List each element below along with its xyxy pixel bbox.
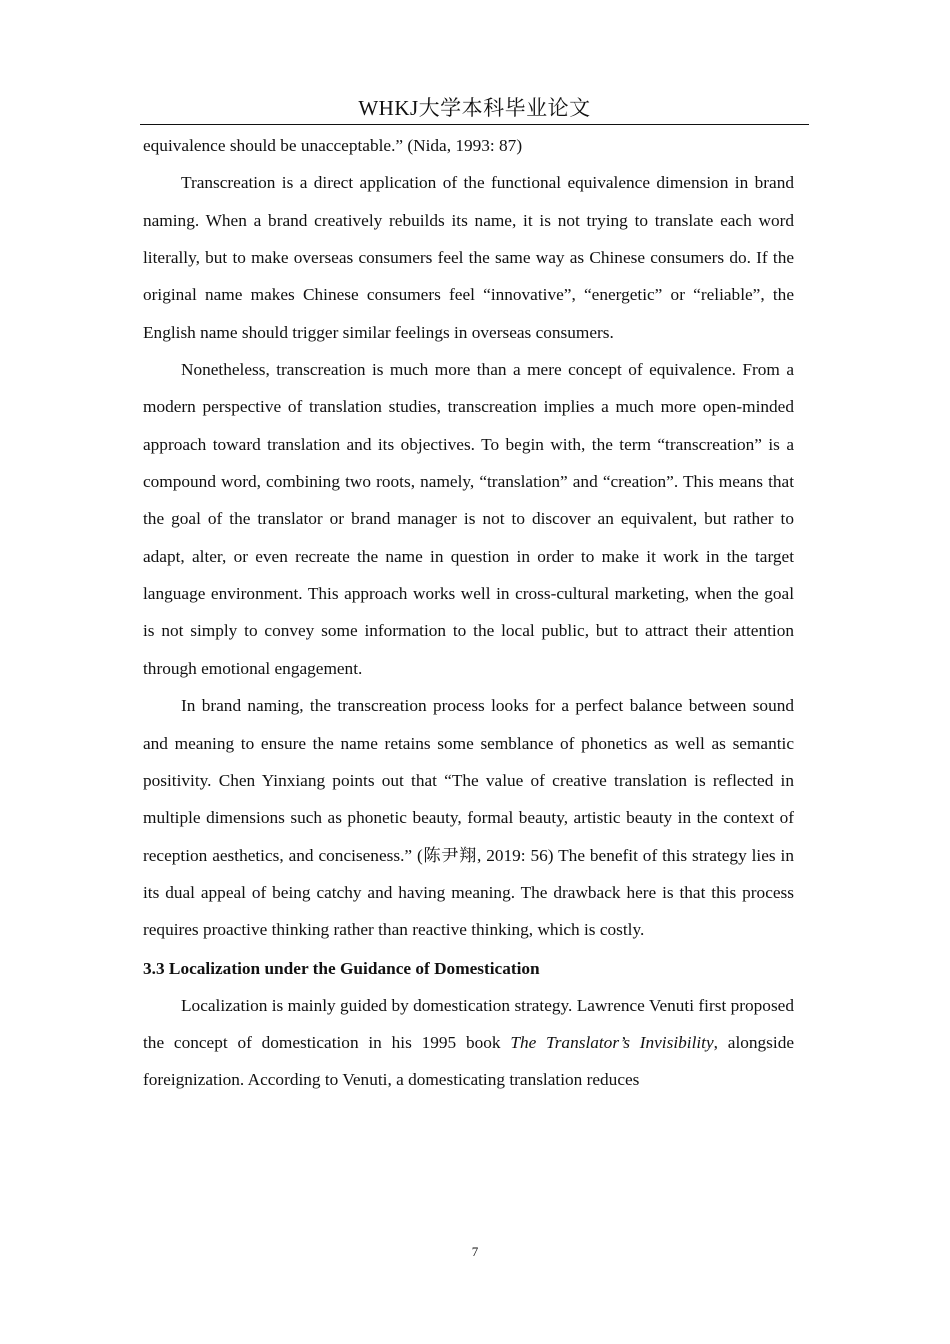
header-title: WHKJ大学本科毕业论文 xyxy=(358,96,591,120)
section-heading: 3.3 Localization under the Guidance of Domestication xyxy=(143,958,540,978)
page-number: 7 xyxy=(471,1244,479,1259)
paragraph-brand-naming: In brand naming, the transcreation process looks for a perfect balance between sound and meaning to ensure the name retains some semblance of phonetics as well as semantic positivity. Chen Yinxiang points out that “The value of creative translation is reflected in multiple dimensions such as phonetic beauty, formal beauty, artistic beauty in the context of reception aesthetics, and conciseness.” (陈尹翔, 2019: 56) The benefit of this strategy lies in its dual appeal of being catchy and having meaning. The drawback here is that this process requires proactive thinking rather than reactive thinking, which is costly. xyxy=(143,696,794,940)
paragraph-localization-text-1: Localization is mainly guided by domestication strategy. Lawrence Venuti first proposed the concept of domestication in his 1995 book xyxy=(143,995,794,1052)
paragraph-transcreation-application: Transcreation is a direct application of the functional equivalence dimension in brand naming. When a brand creatively rebuilds its name, it is not trying to translate each word literally, but to make overseas consumers feel the same way as Chinese consumers do. If the original name makes Chinese consumers feel “innovative”, “energetic” or “reliable”, the English name should trigger similar feelings in overseas consumers. xyxy=(143,173,794,342)
paragraph-localization-text-2: , alongside foreignization. According to Venuti, a domesticating translation reduces xyxy=(143,1032,795,1090)
paragraph-continuation: equivalence should be unacceptable.” (Nida, 1993: 87) xyxy=(143,136,523,155)
document-body xyxy=(143,127,794,1099)
paragraph-transcreation-concept: Nonetheless, transcreation is much more than a mere concept of equivalence. From a modern perspective of translation studies, transcreation implies a much more open-minded approach toward translation and its objectives. To begin with, the term “transcreation” is a compound word, combining two roots, namely, “translation” and “creation”. This means that the goal of the translator or brand manager is not to discover an equivalent, but rather to adapt, alter, or even recreate the name in question in order to make it work in the target language environment. This approach works well in cross-cultural marketing, when the goal is not simply to convey some information to the local public, but to attract their attention through emotional engagement. xyxy=(143,360,794,678)
paragraph-localization xyxy=(143,987,794,1099)
page-header xyxy=(140,93,809,125)
book-title: The Translator’s Invisibility xyxy=(510,1032,714,1052)
